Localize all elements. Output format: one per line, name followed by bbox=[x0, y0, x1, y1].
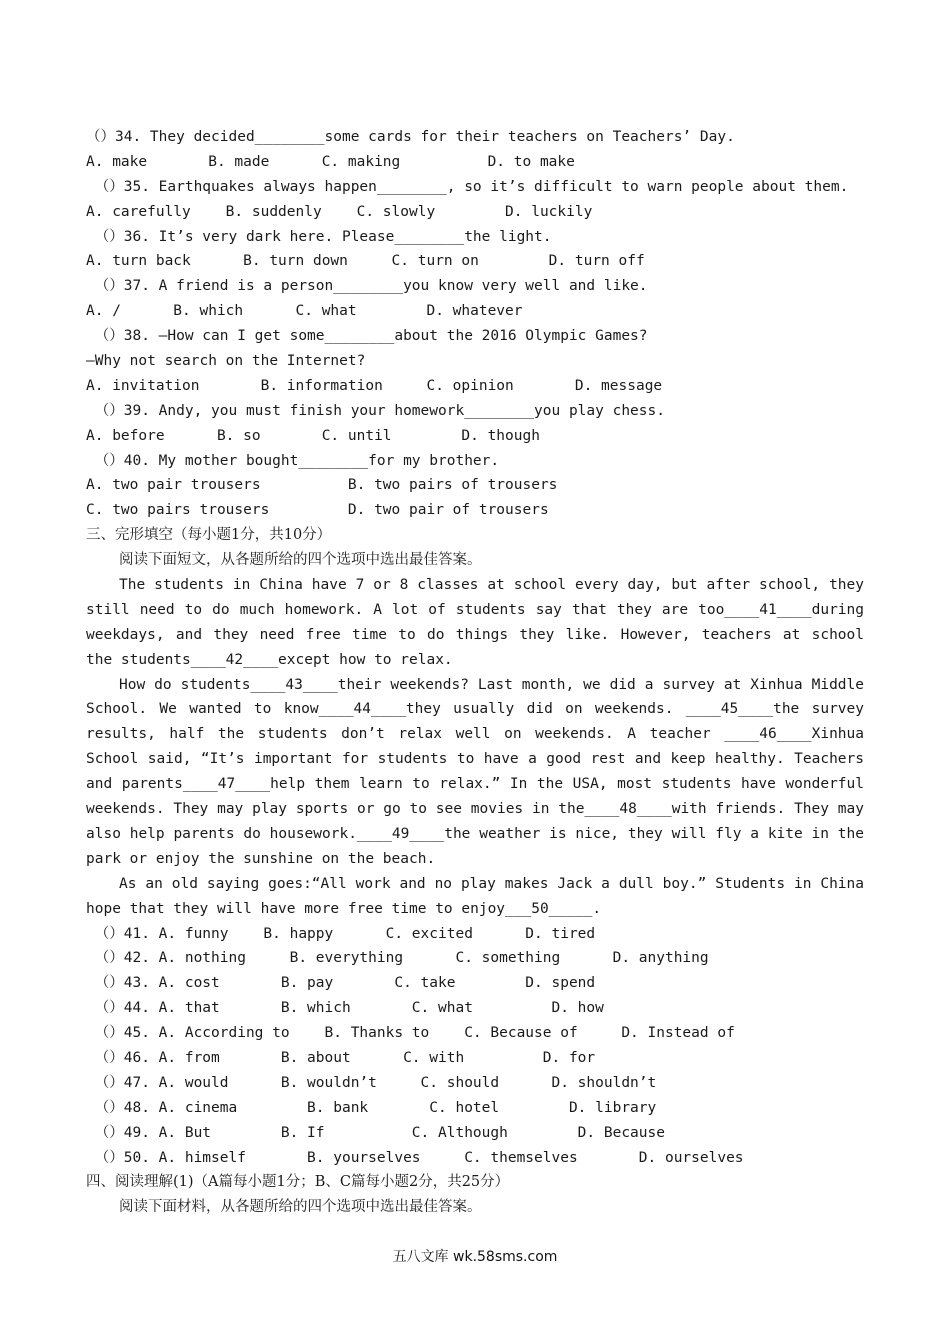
question-stem: （）40. My mother bought________for my brother. bbox=[86, 452, 500, 469]
question-item bbox=[86, 225, 864, 275]
cloze-question: （）44. A. that B. which C. what D. how bbox=[86, 1000, 604, 1017]
passage-line: the students____42____except how to relax. bbox=[86, 651, 453, 668]
passage-line: results, half the students don’t relax well on weekends. A teacher ____46____Xinhua bbox=[86, 726, 864, 743]
question-stem: （）35. Earthquakes always happen________, so it’s difficult to warn people about them. bbox=[86, 178, 849, 195]
passage-line: How do students____43____their weekends? Last month, we did a survey at Xinhua Middle bbox=[119, 676, 864, 693]
section3-instruction: 阅读下面短文，从各题所给的四个选项中选出最佳答案。 bbox=[119, 552, 482, 569]
section3-heading: 三、完形填空（每小题1分，共10分） bbox=[86, 527, 332, 544]
cloze-question: （）46. A. from B. about C. with D. for bbox=[86, 1049, 596, 1066]
reading-section bbox=[86, 1170, 864, 1220]
question-stem: （）37. A friend is a person________you know very well and like. bbox=[86, 278, 648, 295]
question-options: A. carefully B. suddenly C. slowly D. luckily bbox=[86, 203, 593, 220]
cloze-question: （）48. A. cinema B. bank C. hotel D. library bbox=[86, 1099, 657, 1116]
question-options: A. invitation B. information C. opinion D. message bbox=[86, 377, 663, 394]
cloze-question: （）50. A. himself B. yourselves C. themselves D. ourselves bbox=[86, 1149, 744, 1166]
multiple-choice-section bbox=[86, 125, 864, 523]
exam-page bbox=[86, 125, 864, 1220]
cloze-questions bbox=[86, 922, 864, 1171]
cloze-question: （）42. A. nothing B. everything C. something D. anything bbox=[86, 950, 709, 967]
passage-line: and parents____47____help them learn to relax.” In the USA, most students have wonderful bbox=[86, 776, 864, 793]
question-item bbox=[86, 125, 864, 175]
question-item bbox=[86, 399, 864, 449]
cloze-section bbox=[86, 523, 864, 1170]
passage-line: also help parents do housework.____49____the weather is nice, they will fly a kite in the bbox=[86, 825, 864, 842]
cloze-passage bbox=[86, 573, 864, 921]
passage-line: hope that they will have more free time to enjoy___50_____. bbox=[86, 900, 602, 917]
cloze-question: （）49. A. But B. If C. Although D. Because bbox=[86, 1124, 665, 1141]
cloze-question: （）43. A. cost B. pay C. take D. spend bbox=[86, 975, 596, 992]
passage-line: School. We wanted to know____44____they usually did on weekends. ____45____the survey bbox=[86, 701, 864, 718]
section4-heading: 四、阅读理解(1)（A篇每小题1分；B、C篇每小题2分，共25分） bbox=[86, 1174, 510, 1191]
question-item bbox=[86, 324, 864, 399]
passage-line: park or enjoy the sunshine on the beach. bbox=[86, 850, 436, 867]
question-options: A. turn back B. turn down C. turn on D. turn off bbox=[86, 253, 645, 270]
question-item bbox=[86, 449, 864, 524]
cloze-question: （）47. A. would B. wouldn’t C. should D. shouldn’t bbox=[86, 1074, 657, 1091]
question-options: C. two pairs trousers D. two pair of trousers bbox=[86, 502, 549, 519]
question-item bbox=[86, 274, 864, 324]
section4-instruction: 阅读下面材料，从各题所给的四个选项中选出最佳答案。 bbox=[119, 1199, 482, 1216]
passage-line: The students in China have 7 or 8 classes at school every day, but after school, they bbox=[119, 577, 864, 594]
question-item bbox=[86, 175, 864, 225]
question-options: A. make B. made C. making D. to make bbox=[86, 153, 575, 170]
question-stem: （）36. It’s very dark here. Please________the light. bbox=[86, 228, 552, 245]
passage-line: still need to do much homework. A lot of students say that they are too____41____during bbox=[86, 601, 864, 618]
question-options: A. before B. so C. until D. though bbox=[86, 427, 540, 444]
question-stem: （）38. —How can I get some________about the 2016 Olympic Games? bbox=[86, 328, 648, 345]
cloze-question: （）45. A. According to B. Thanks to C. Because of D. Instead of bbox=[86, 1025, 735, 1042]
passage-line: weekends. They may play sports or go to see movies in the____48____with friends. They may bbox=[86, 801, 864, 818]
passage-line: weekdays, and they need free time to do things they like. However, teachers at school bbox=[86, 626, 864, 643]
passage-line: School said, “It’s important for students to have a good rest and keep healthy. Teachers bbox=[86, 751, 864, 768]
question-options: A. / B. which C. what D. whatever bbox=[86, 303, 523, 320]
question-stem: （）34. They decided________some cards for their teachers on Teachers’ Day. bbox=[86, 129, 735, 145]
cloze-question: （）41. A. funny B. happy C. excited D. tired bbox=[86, 925, 596, 942]
passage-line: As an old saying goes:“All work and no play makes Jack a dull boy.” Students in China bbox=[119, 875, 864, 892]
footer-watermark: 五八文库 wk.58sms.com bbox=[392, 1249, 558, 1265]
question-dialogue-line: —Why not search on the Internet? bbox=[86, 353, 366, 370]
question-options: A. two pair trousers B. two pairs of trousers bbox=[86, 477, 558, 494]
question-stem: （）39. Andy, you must finish your homework________you play chess. bbox=[86, 402, 665, 419]
